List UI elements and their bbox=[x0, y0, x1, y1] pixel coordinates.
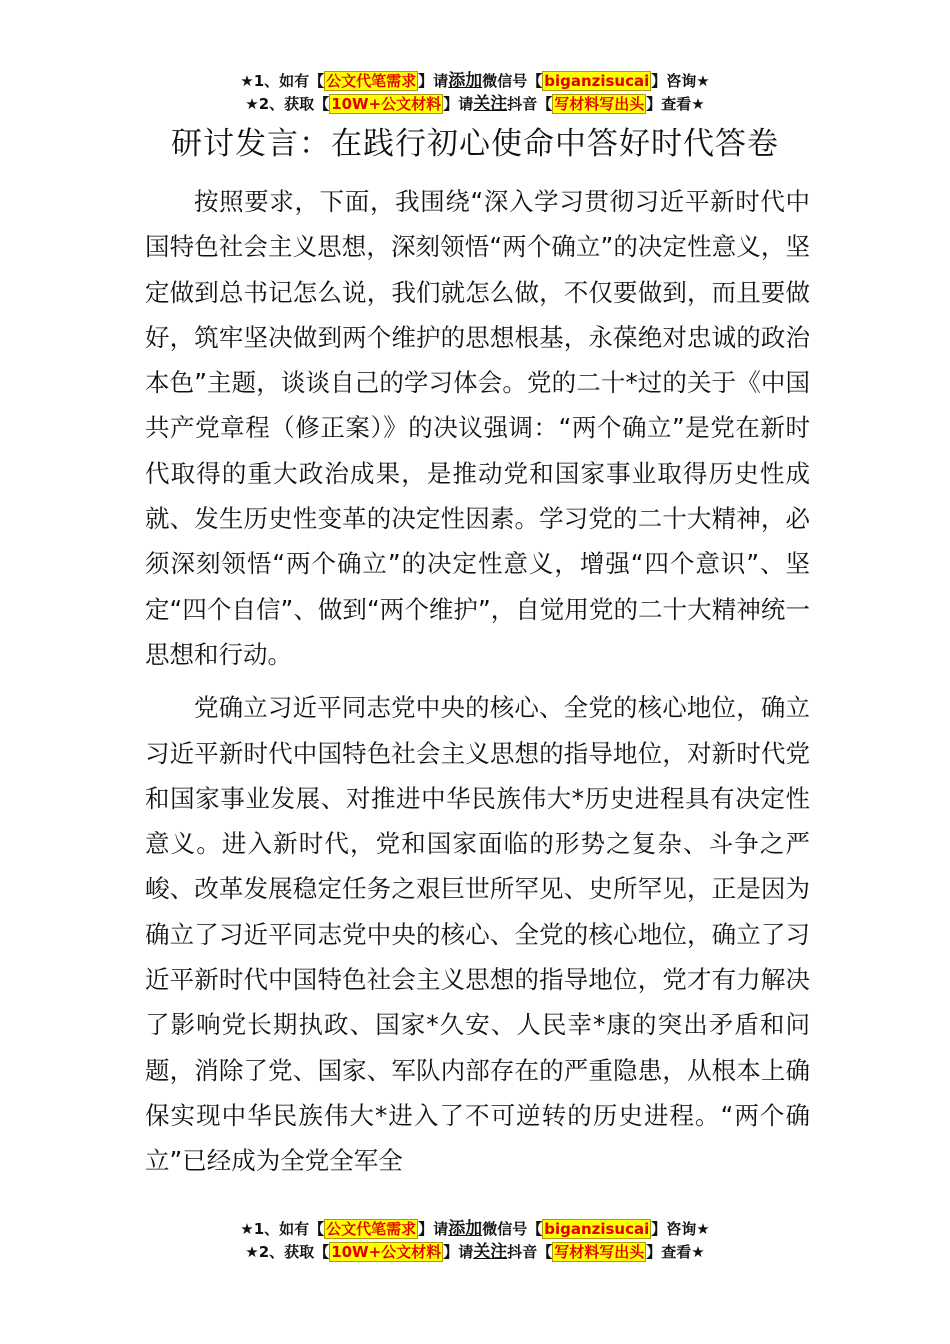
footer-promo-banner bbox=[0, 1218, 950, 1264]
document-title: 研讨发言：在践行初心使命中答好时代答卷 bbox=[171, 126, 779, 162]
promo-line-1: ★1、如有【 公文代笔需求 】请添加微信号【 biganzisucai 】咨询★ bbox=[240, 71, 710, 91]
header-promo-banner bbox=[0, 70, 950, 116]
paragraph-2: 党确立习近平同志党中央的核心、全党的核心地位，确立习近平新时代中国特色社会主义思想的指导地位，对新时代党和国家事业发展、对推进中华民族伟大*历史进程具有决定性意义。进入新时代，党和国家面临的形势之复杂、斗争之严峻、改革发展稳定任务之艰巨世所罕见、史所罕见，正是因为确立了习近平同志党中央的核心、全党的核心地位，确立了习近平新时代中国特色社会主义思想的指导地位，党才有力解决了影响党长期执政、国家*久安、人民幸*康的突出矛盾和问题，消除了党、国家、军队内部存在的严重隐患，从根本上确保实现中华民族伟大*进入了不可逆转的历史进程。“两个确立”已经成为全党全军全 bbox=[145, 693, 810, 1176]
highlight-douyin: 写材料写出头 bbox=[554, 95, 645, 113]
highlight-materials: 10W+公文材料 bbox=[331, 1243, 442, 1261]
highlight-douyin: 写材料写出头 bbox=[554, 1243, 645, 1261]
promo-line-2: ★2、获取【 10W+公文材料 】请关注抖音【 写材料写出头 】查看★ bbox=[245, 94, 705, 114]
highlight-service: 公文代笔需求 bbox=[326, 1220, 417, 1238]
highlight-wechat-id: biganzisucai bbox=[544, 1220, 650, 1238]
document-body bbox=[145, 179, 810, 1184]
paragraph-1: 按照要求，下面，我围绕“深入学习贯彻习近平新时代中国特色社会主义思想，深刻领悟“两个确立”的决定性意义，坚定做到总书记怎么说，我们就怎么做，不仅要做到，而且要做好，筑牢坚决做到两个维护的思想根基，永葆绝对忠诚的政治本色”主题，谈谈自己的学习体会。党的二十*过的关于《中国共产党章程（修正案）》的决议强调：“两个确立”是党在新时代取得的重大政治成果，是推动党和国家事业取得历史性成就、发生历史性变革的决定性因素。学习党的二十大精神，必须深刻领悟“两个确立”的决定性意义，增强“四个意识”、坚定“四个自信”、做到“两个维护”，自觉用党的二十大精神统一思想和行动。 bbox=[145, 187, 810, 669]
promo-line-1: ★1、如有【 公文代笔需求 】请添加微信号【 biganzisucai 】咨询★ bbox=[240, 1219, 710, 1239]
highlight-wechat-id: biganzisucai bbox=[544, 72, 650, 90]
promo-line-2: ★2、获取【 10W+公文材料 】请关注抖音【 写材料写出头 】查看★ bbox=[245, 1242, 705, 1262]
highlight-materials: 10W+公文材料 bbox=[331, 95, 442, 113]
highlight-service: 公文代笔需求 bbox=[326, 72, 417, 90]
